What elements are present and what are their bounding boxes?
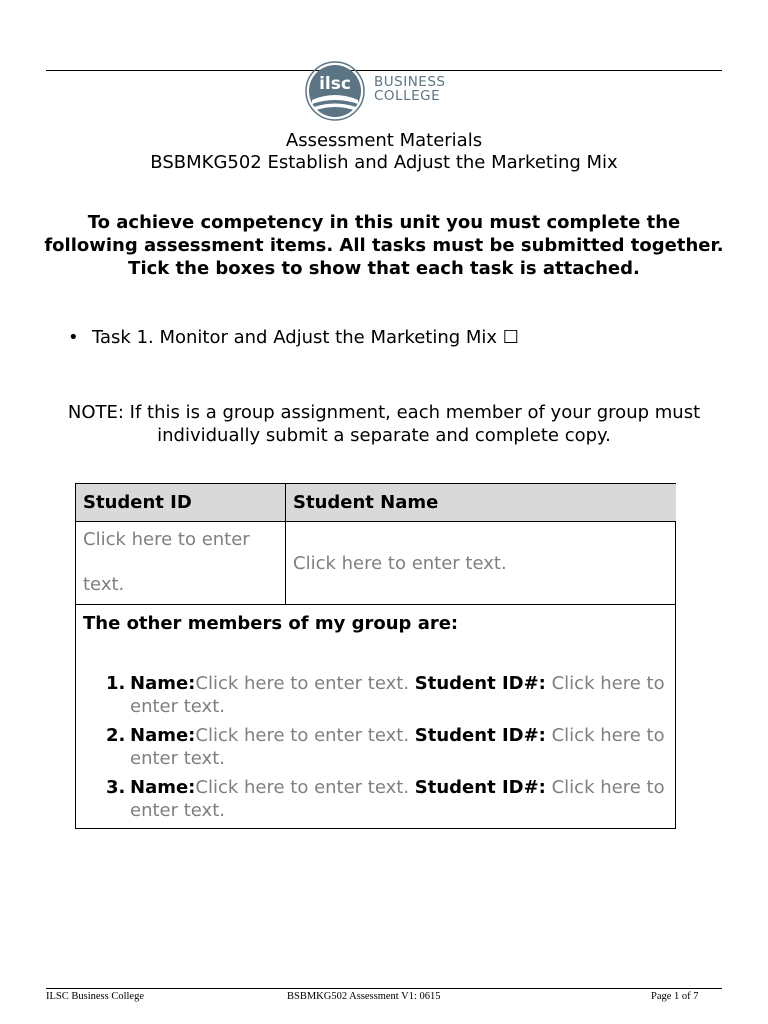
student-name-field[interactable]: Click here to enter text. <box>286 522 676 605</box>
intro-paragraph: To achieve competency in this unit you must complete the following assessment items. All tasks must be submitted together. Tick the boxes to show that each task is attached. <box>44 212 724 279</box>
member-name-field[interactable]: Click here to enter text. <box>195 673 410 694</box>
member-id-field[interactable]: Click here to enter text. <box>130 725 665 769</box>
unit-title: BSBMKG502 Establish and Adjust the Marketing Mix <box>150 152 618 173</box>
student-id-placeholder-line2: text. <box>83 574 125 595</box>
members-title: The other members of my group are: <box>83 613 459 634</box>
ilsc-logo <box>304 60 464 122</box>
member-name-field[interactable]: Click here to enter text. <box>195 777 410 798</box>
member-id-field[interactable]: Click here to enter text. <box>130 777 665 821</box>
member-row <box>100 776 670 822</box>
member-number: 1. <box>106 673 126 694</box>
student-id-field[interactable] <box>76 522 286 605</box>
footer-center: BSBMKG502 Assessment V1: 0615 <box>287 991 441 1002</box>
member-id-field[interactable]: Click here to enter text. <box>130 673 665 717</box>
member-name-field[interactable]: Click here to enter text. <box>195 725 410 746</box>
task-checkbox[interactable]: ☐ <box>502 327 519 348</box>
header-student-name: Student Name <box>286 484 676 522</box>
task-label: Task 1. Monitor and Adjust the Marketing Mix <box>92 327 498 348</box>
footer-page-number: Page 1 of 7 <box>651 991 699 1002</box>
bullet-icon: • <box>68 327 79 348</box>
members-list <box>100 672 670 828</box>
logo-line1: BUSINESS <box>374 74 446 90</box>
logo-wordmark <box>374 75 445 103</box>
seal-text: ilsc <box>319 74 351 94</box>
student-id-label: Student ID#: <box>414 725 546 746</box>
document-title: Assessment Materials <box>285 130 483 151</box>
group-note: NOTE: If this is a group assignment, each member of your group must individually submit a separate and complete copy. <box>67 402 701 446</box>
header-student-id: Student ID <box>76 484 286 522</box>
name-label: Name: <box>130 725 196 746</box>
member-row <box>100 672 670 718</box>
student-id-placeholder-line1: Click here to enter <box>83 529 250 550</box>
footer-rule <box>46 988 722 989</box>
member-number: 3. <box>106 777 126 798</box>
task-list <box>68 326 519 349</box>
student-table <box>75 483 676 829</box>
member-row <box>100 724 670 770</box>
seal-icon <box>304 60 366 122</box>
logo-line2: COLLEGE <box>374 88 441 104</box>
task-item <box>68 326 519 349</box>
member-number: 2. <box>106 725 126 746</box>
student-id-label: Student ID#: <box>414 673 546 694</box>
name-label: Name: <box>130 777 196 798</box>
student-id-label: Student ID#: <box>414 777 546 798</box>
name-label: Name: <box>130 673 196 694</box>
footer-left: ILSC Business College <box>46 991 145 1002</box>
